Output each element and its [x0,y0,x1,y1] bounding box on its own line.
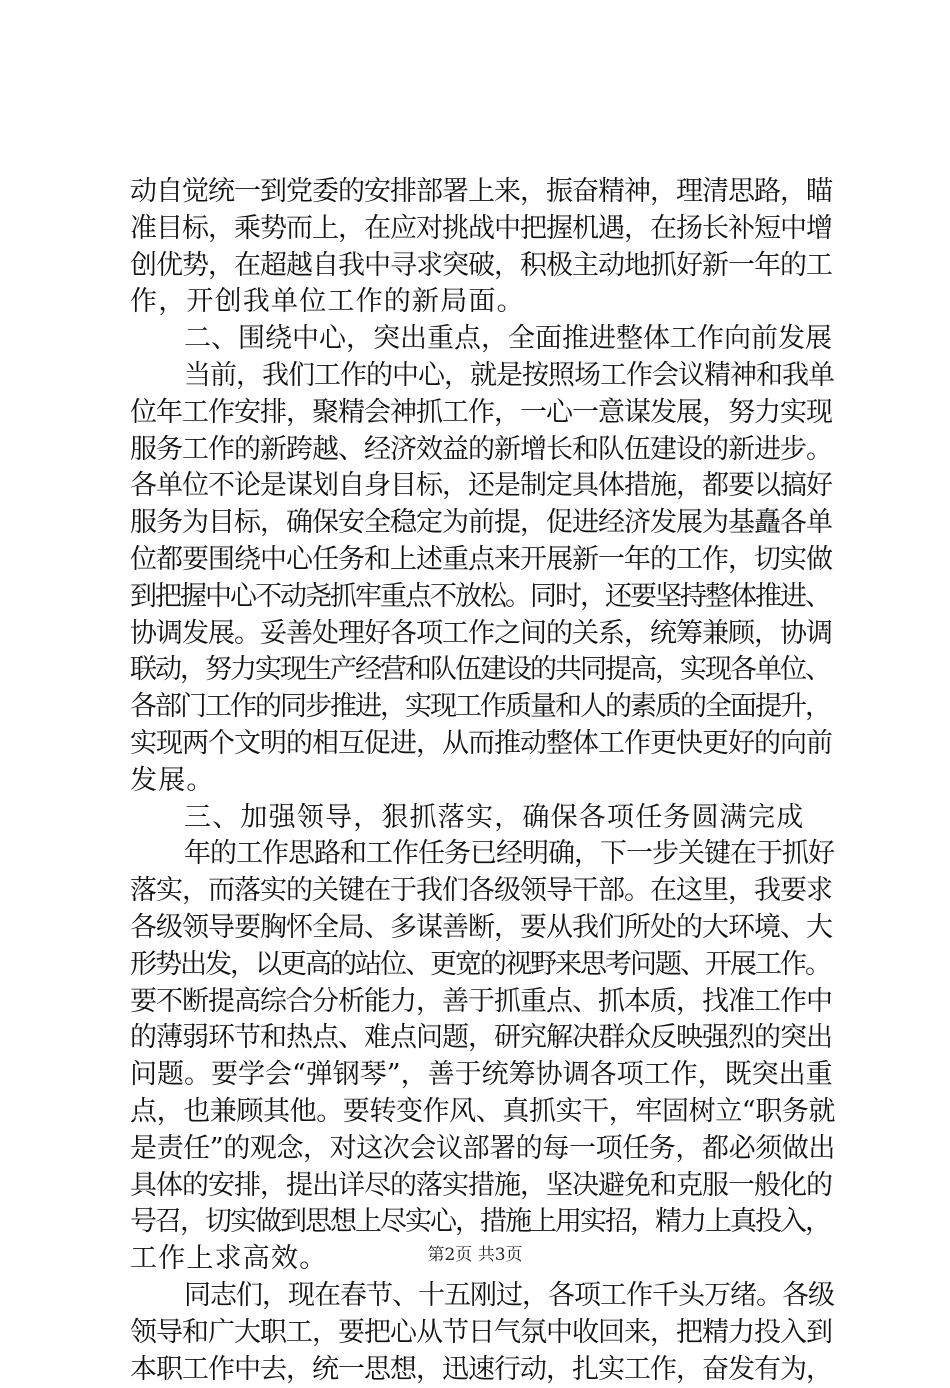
text-line: 作，开创我单位工作的新局面。 [130,284,835,321]
text-line: 号召，切实做到思想上尽实心，措施上用实招，精力上真投入， [130,1204,835,1241]
text-line: 联动，努力实现生产经营和队伍建设的共同提高，实现各单位、 [130,652,835,689]
text-line: 的薄弱环节和热点、难点问题，研究解决群众反映强烈的突出 [130,1020,835,1057]
text-line: 工作上求高效。 [130,1241,835,1278]
document-body [130,174,835,1388]
text-line: 是责任”的观念，对这次会议部署的每一项任务，都必须做出 [130,1131,835,1168]
text-line: 服务为目标，确保安全稳定为前提，促进经济发展为基矗各单 [130,505,835,542]
text-line: 位年工作安排，聚精会神抓工作，一心一意谋发展，努力实现 [130,395,835,432]
text-line: 各级领导要胸怀全局、多谋善断，要从我们所处的大环境、大 [130,910,835,947]
text-line: 准目标，乘势而上，在应对挑战中把握机遇，在扬长补短中增 [130,211,835,248]
text-line: 协调发展。妥善处理好各项工作之间的关系，统筹兼顾，协调 [130,616,835,653]
text-line: 落实，而落实的关键在于我们各级领导干部。在这里，我要求 [130,873,835,910]
text-line: 年的工作思路和工作任务已经明确，下一步关键在于抓好 [130,836,835,873]
text-line: 具体的安排，提出详尽的落实措施，坚决避免和克服一般化的 [130,1168,835,1205]
text-line: 服务工作的新跨越、经济效益的新增长和队伍建设的新进步。 [130,432,835,469]
text-line: 同志们，现在春节、十五刚过，各项工作千头万绪。各级 [130,1278,835,1315]
text-line: 位都要围绕中心任务和上述重点来开展新一年的工作，切实做 [130,542,835,579]
text-line: 二、围绕中心，突出重点，全面推进整体工作向前发展 [130,321,835,358]
text-line: 三、加强领导，狠抓落实，确保各项任务圆满完成 [130,800,835,837]
text-line: 要不断提高综合分析能力，善于抓重点、抓本质，找准工作中 [130,984,835,1021]
text-line: 点，也兼顾其他。要转变作风、真抓实干，牢固树立“职务就 [130,1094,835,1131]
text-line: 创优势，在超越自我中寻求突破，积极主动地抓好新一年的工 [130,248,835,285]
text-line: 问题。要学会“弹钢琴”，善于统筹协调各项工作，既突出重 [130,1057,835,1094]
text-line: 到把握中心不动尧抓牢重点不放松。同时，还要坚持整体推进、 [130,579,835,616]
text-line: 各部门工作的同步推进，实现工作质量和人的素质的全面提升， [130,689,835,726]
text-line: 动自觉统一到党委的安排部署上来，振奋精神，理清思路，瞄 [130,174,835,211]
page-footer: 第2页 共3页 [0,1243,950,1267]
text-line: 当前，我们工作的中心，就是按照场工作会议精神和我单 [130,358,835,395]
text-line: 实现两个文明的相互促进，从而推动整体工作更快更好的向前 [130,726,835,763]
text-line: 各单位不论是谋划自身目标，还是制定具体措施，都要以搞好 [130,468,835,505]
text-line: 发展。 [130,763,835,800]
text-line: 形势出发，以更高的站位、更宽的视野来思考问题、开展工作。 [130,947,835,984]
text-line: 本职工作中去，统一思想，迅速行动，扎实工作，奋发有为， [130,1352,835,1388]
text-line: 领导和广大职工，要把心从节日气氛中收回来，把精力投入到 [130,1315,835,1352]
